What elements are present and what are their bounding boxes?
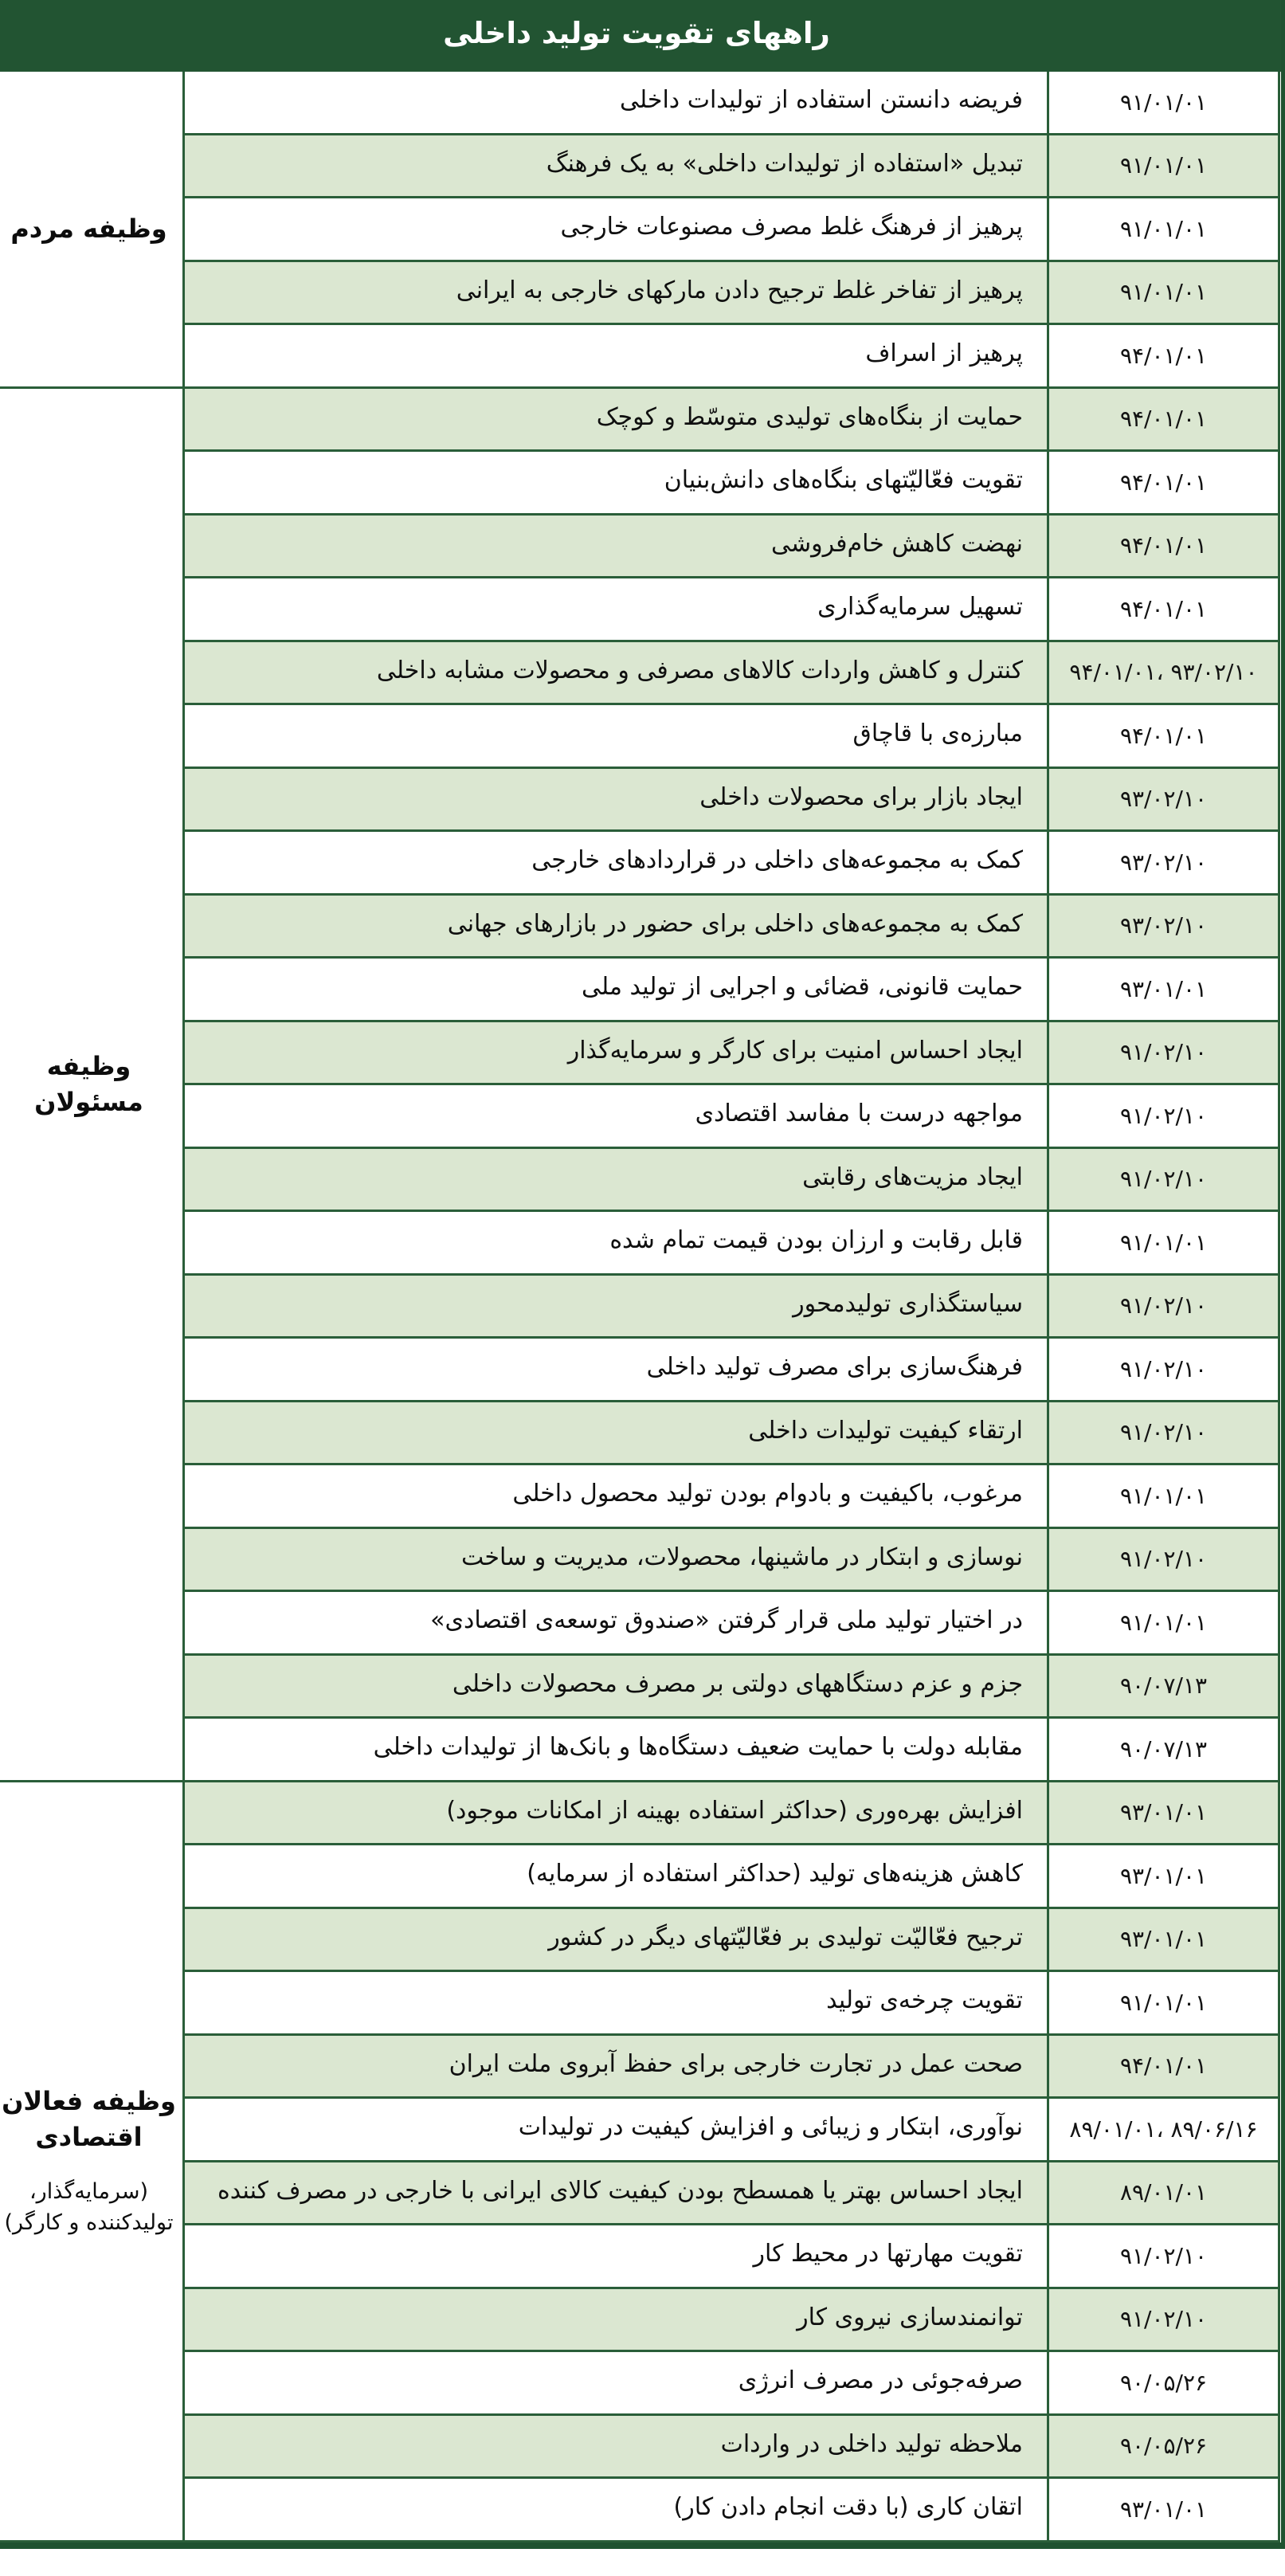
table-row [0, 1781, 1279, 1845]
row-measure-text: تسهیل سرمایه‌گذاری [184, 578, 1048, 641]
row-date: ۹۰/۰۵/۲۶ [1048, 2351, 1279, 2415]
row-measure-text: مواجهه درست با مفاسد اقتصادی [184, 1084, 1048, 1148]
table-row [0, 324, 1279, 388]
row-date: ۹۴/۰۱/۰۱ [1048, 387, 1279, 451]
row-date: ۹۱/۰۲/۱۰ [1048, 2288, 1279, 2351]
row-date: ۹۱/۰۲/۱۰ [1048, 2225, 1279, 2288]
row-measure-text: تقویت مهارتها در محیط کار [184, 2225, 1048, 2288]
table-row [0, 2225, 1279, 2288]
row-date: ۹۳/۰۱/۰۱ [1048, 958, 1279, 1021]
row-date: ۹۱/۰۲/۱۰ [1048, 1147, 1279, 1211]
table-row [0, 767, 1279, 831]
row-date: ۹۴/۰۱/۰۱ [1048, 578, 1279, 641]
row-date: ۹۳/۰۲/۱۰ [1048, 767, 1279, 831]
table-row [0, 1338, 1279, 1402]
table-row [0, 2351, 1279, 2415]
row-date: ۹۳/۰۲/۱۰ [1048, 831, 1279, 895]
table-title-banner [0, 2, 1279, 70]
row-measure-text: کمک به مجموعه‌های داخلی در قراردادهای خارجی [184, 831, 1048, 895]
table-row [0, 514, 1279, 578]
table-row [0, 894, 1279, 958]
row-date: ۹۳/۰۱/۰۱ [1048, 2478, 1279, 2542]
group-label-sub: (سرمایه‌گذار، تولیدکننده و کارگر) [4, 2178, 174, 2235]
row-date: ۸۹/۰۶/۱۶ ،۸۹/۰۱/۰۱ [1048, 2098, 1279, 2162]
row-date: ۹۱/۰۲/۱۰ [1048, 1084, 1279, 1148]
row-measure-text: تقویت فعّالیّتهای بنگاه‌های دانش‌بنیان [184, 451, 1048, 515]
row-measure-text: کنترل و کاهش واردات کالاهای مصرفی و محصولات مشابه داخلی [184, 641, 1048, 704]
row-measure-text: صحت عمل در تجارت خارجی برای حفظ آبروی ملت ایران [184, 2034, 1048, 2098]
table-row [0, 958, 1279, 1021]
row-measure-text: قابل رقابت و ارزان بودن قیمت تمام شده [184, 1211, 1048, 1275]
row-measure-text: صرفه‌جوئی در مصرف انرژی [184, 2351, 1048, 2415]
table-row [0, 1021, 1279, 1084]
row-date: ۹۴/۰۱/۰۱ [1048, 2034, 1279, 2098]
row-measure-text: ملاحظه تولید داخلی در واردات [184, 2414, 1048, 2478]
row-measure-text: پرهیز از اسراف [184, 324, 1048, 388]
row-date: ۹۳/۰۲/۱۰ ،۹۴/۰۱/۰۱ [1048, 641, 1279, 704]
row-measure-text: کاهش هزینه‌های تولید (حداکثر استفاده از سرمایه) [184, 1845, 1048, 1908]
table-row [0, 2414, 1279, 2478]
table-row [0, 1527, 1279, 1591]
row-measure-text: ایجاد احساس امنیت برای کارگر و سرمایه‌گذار [184, 1021, 1048, 1084]
table-row [0, 2098, 1279, 2162]
table-row [0, 1147, 1279, 1211]
group-label-main: وظیفه مردم [10, 213, 167, 244]
row-measure-text: فرهنگ‌سازی برای مصرف تولید داخلی [184, 1338, 1048, 1402]
group-label-2 [0, 387, 184, 1781]
row-measure-text: کمک به مجموعه‌های داخلی برای حضور در بازارهای جهانی [184, 894, 1048, 958]
row-date: ۹۱/۰۱/۰۱ [1048, 1464, 1279, 1528]
row-measure-text: تقویت چرخه‌ی تولید [184, 1971, 1048, 2035]
row-date: ۹۱/۰۱/۰۱ [1048, 198, 1279, 261]
row-measure-text: نوآوری، ابتکار و زیبائی و افزایش کیفیت در تولیدات [184, 2098, 1048, 2162]
row-date: ۹۱/۰۲/۱۰ [1048, 1338, 1279, 1402]
row-measure-text: نهضت کاهش خام‌فروشی [184, 514, 1048, 578]
row-measure-text: حمایت از بنگاه‌های تولیدی متوسّط و کوچک [184, 387, 1048, 451]
row-date: ۹۰/۰۷/۱۳ [1048, 1654, 1279, 1718]
row-measure-text: تبدیل «استفاده از تولیدات داخلی» به یک فرهنگ [184, 134, 1048, 198]
row-date: ۹۱/۰۱/۰۱ [1048, 261, 1279, 324]
row-measure-text: ایجاد احساس بهتر یا همسطح بودن کیفیت کالای ایرانی با خارجی در مصرف کننده [184, 2161, 1048, 2225]
row-date: ۹۱/۰۲/۱۰ [1048, 1274, 1279, 1338]
page-title: راههای تقویت تولید داخلی [0, 2, 1279, 70]
table-row [0, 198, 1279, 261]
row-date: ۹۴/۰۱/۰۱ [1048, 324, 1279, 388]
row-measure-text: سیاستگذاری تولیدمحور [184, 1274, 1048, 1338]
table-row [0, 831, 1279, 895]
row-measure-text: فریضه دانستن استفاده از تولیدات داخلی [184, 70, 1048, 135]
table-row [0, 1464, 1279, 1528]
table-row [0, 704, 1279, 768]
row-date: ۹۴/۰۱/۰۱ [1048, 704, 1279, 768]
table-row [0, 1401, 1279, 1464]
group-label-main: وظیفه مسئولان [34, 1050, 143, 1117]
table-row [0, 2288, 1279, 2351]
row-date: ۹۴/۰۱/۰۱ [1048, 514, 1279, 578]
row-measure-text: ترجیح فعّالیّت تولیدی بر فعّالیّتهای دیگر در کشور [184, 1907, 1048, 1971]
table-row [0, 1211, 1279, 1275]
table-row [0, 70, 1279, 135]
row-measure-text: ایجاد مزیت‌های رقابتی [184, 1147, 1048, 1211]
table-row [0, 134, 1279, 198]
table-row [0, 1591, 1279, 1655]
row-date: ۹۳/۰۱/۰۱ [1048, 1781, 1279, 1845]
table-row [0, 261, 1279, 324]
row-date: ۹۳/۰۲/۱۰ [1048, 894, 1279, 958]
row-measure-text: در اختیار تولید ملی قرار گرفتن «صندوق توسعه‌ی اقتصادی» [184, 1591, 1048, 1655]
table-row [0, 578, 1279, 641]
row-date: ۹۱/۰۲/۱۰ [1048, 1021, 1279, 1084]
row-measure-text: مقابله دولت با حمایت ضعیف دستگاه‌ها و بانک‌ها از تولیدات داخلی [184, 1718, 1048, 1782]
table-row [0, 2161, 1279, 2225]
row-date: ۹۱/۰۲/۱۰ [1048, 1527, 1279, 1591]
row-date: ۹۱/۰۱/۰۱ [1048, 1971, 1279, 2035]
group-label-1 [0, 70, 184, 388]
row-date: ۹۱/۰۱/۰۱ [1048, 1591, 1279, 1655]
table-row [0, 1084, 1279, 1148]
group-label-3 [0, 1781, 184, 2541]
row-measure-text: مبارزه‌ی با قاچاق [184, 704, 1048, 768]
row-measure-text: ارتقاء کیفیت تولیدات داخلی [184, 1401, 1048, 1464]
table-row [0, 2034, 1279, 2098]
row-date: ۹۱/۰۱/۰۱ [1048, 134, 1279, 198]
row-measure-text: اتقان کاری (با دقت انجام دادن کار) [184, 2478, 1048, 2542]
row-measure-text: افزایش بهره‌وری (حداکثر استفاده بهینه از امکانات موجود) [184, 1781, 1048, 1845]
row-date: ۹۰/۰۷/۱۳ [1048, 1718, 1279, 1782]
row-measure-text: مرغوب، باکیفیت و بادوام بودن تولید محصول داخلی [184, 1464, 1048, 1528]
table-row [0, 641, 1279, 704]
row-date: ۸۹/۰۱/۰۱ [1048, 2161, 1279, 2225]
table-row [0, 1654, 1279, 1718]
row-date: ۹۳/۰۱/۰۱ [1048, 1845, 1279, 1908]
table-row [0, 451, 1279, 515]
row-measure-text: ایجاد بازار برای محصولات داخلی [184, 767, 1048, 831]
row-measure-text: توانمندسازی نیروی کار [184, 2288, 1048, 2351]
table-row [0, 387, 1279, 451]
row-measure-text: پرهیز از تفاخر غلط ترجیح دادن مارکهای خارجی به ایرانی [184, 261, 1048, 324]
table-row [0, 1845, 1279, 1908]
table-row [0, 1274, 1279, 1338]
group-label-main: وظیفه فعالان اقتصادی [2, 2086, 176, 2152]
row-measure-text: جزم و عزم دستگاههای دولتی بر مصرف محصولات داخلی [184, 1654, 1048, 1718]
row-date: ۹۱/۰۱/۰۱ [1048, 1211, 1279, 1275]
row-date: ۹۱/۰۱/۰۱ [1048, 70, 1279, 135]
row-measure-text: نوسازی و ابتکار در ماشینها، محصولات، مدیریت و ساخت [184, 1527, 1048, 1591]
row-date: ۹۳/۰۱/۰۱ [1048, 1907, 1279, 1971]
row-measure-text: حمایت قانونی، قضائی و اجرایی از تولید ملی [184, 958, 1048, 1021]
row-date: ۹۱/۰۲/۱۰ [1048, 1401, 1279, 1464]
row-date: ۹۴/۰۱/۰۱ [1048, 451, 1279, 515]
row-date: ۹۰/۰۵/۲۶ [1048, 2414, 1279, 2478]
table-row [0, 1971, 1279, 2035]
table-row [0, 1718, 1279, 1782]
table-row [0, 1907, 1279, 1971]
table-row [0, 2478, 1279, 2542]
row-measure-text: پرهیز از فرهنگ غلط مصرف مصنوعات خارجی [184, 198, 1048, 261]
